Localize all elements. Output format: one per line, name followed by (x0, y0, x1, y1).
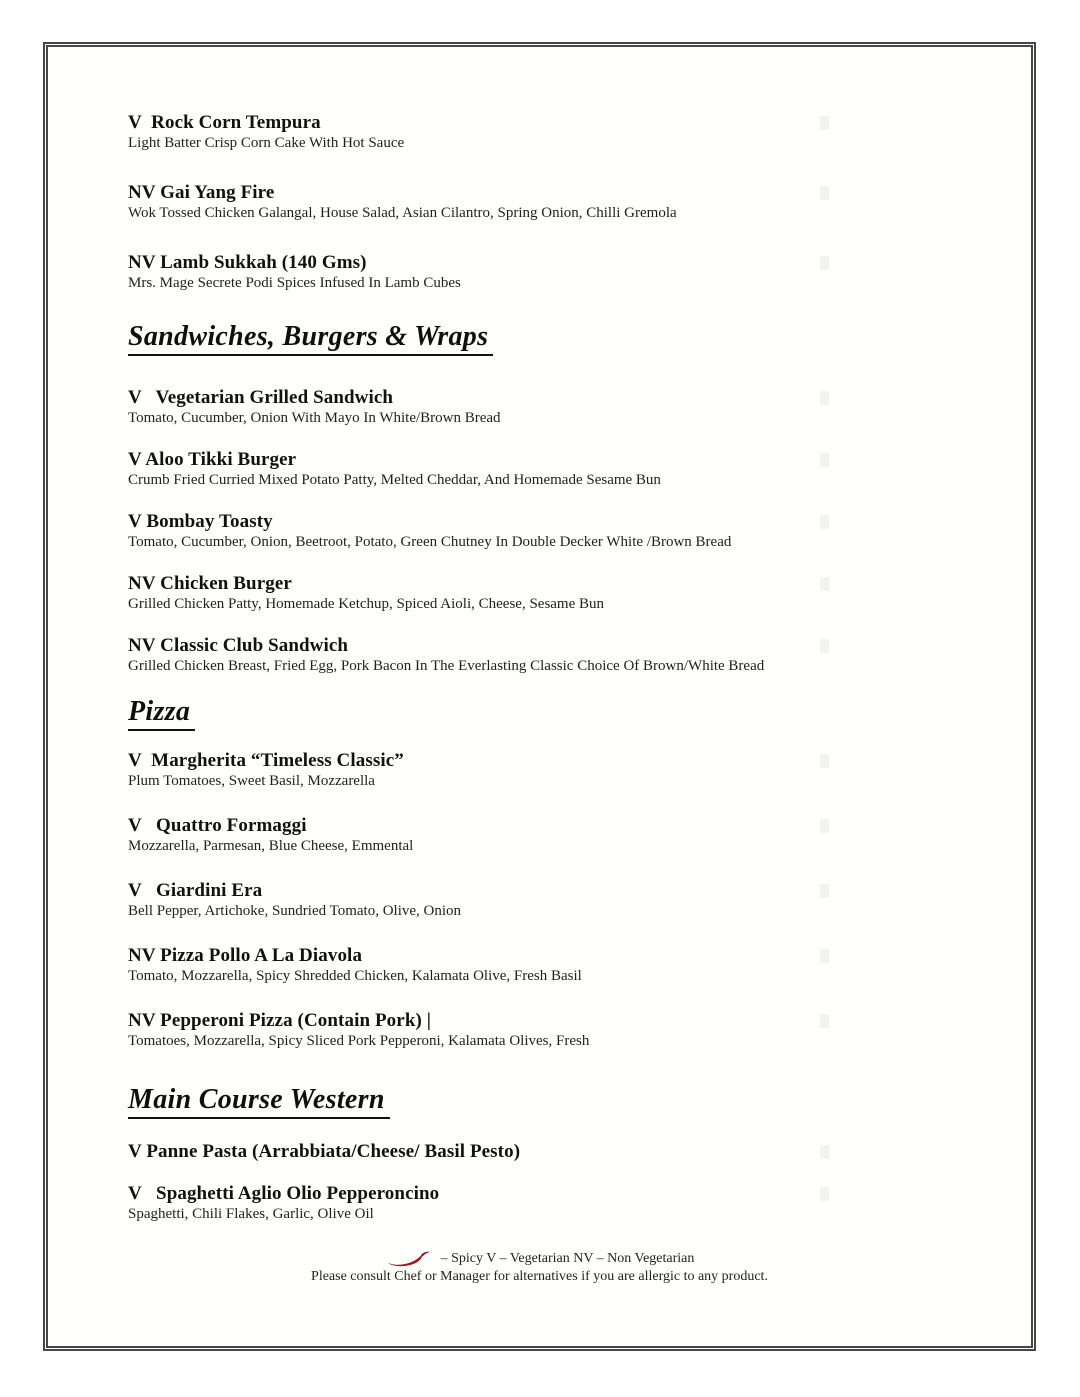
menu-item-name: NV Pizza Pollo A La Diavola (128, 945, 918, 967)
menu-item (128, 880, 918, 921)
section-heading-text: Main Course Western (128, 1085, 390, 1119)
menu-item-desc: Tomato, Mozzarella, Spicy Shredded Chicken, Kalamata Olive, Fresh Basil (128, 968, 582, 984)
menu-item (128, 112, 918, 153)
menu-item (128, 635, 918, 676)
menu-item (128, 182, 918, 223)
menu-item-name: NV Pepperoni Pizza (Contain Pork) | (128, 1010, 918, 1032)
section-heading-text: Pizza (128, 697, 195, 731)
erased-price-artifact (820, 186, 829, 200)
menu-item (128, 511, 918, 552)
menu-item-desc: Grilled Chicken Breast, Fried Egg, Pork Bacon In The Everlasting Classic Choice Of Brown/White Bread (128, 658, 765, 674)
erased-price-artifact (820, 639, 829, 653)
menu-item (128, 1010, 918, 1051)
menu-item-desc: Mozzarella, Parmesan, Blue Cheese, Emmental (128, 838, 414, 854)
menu-item-name: V Vegetarian Grilled Sandwich (128, 387, 918, 409)
menu-item (128, 750, 918, 791)
menu-item-desc: Bell Pepper, Artichoke, Sundried Tomato, Olive, Onion (128, 903, 462, 919)
menu-item-desc: Wok Tossed Chicken Galangal, House Salad, Asian Cilantro, Spring Onion, Chilli Gremola (128, 205, 677, 221)
erased-price-artifact (820, 116, 829, 130)
menu-item (128, 815, 918, 856)
erased-price-artifact (820, 256, 829, 270)
erased-price-artifact (820, 949, 829, 963)
section-heading-text: Sandwiches, Burgers & Wraps (128, 322, 493, 356)
menu-item (128, 449, 918, 490)
section-heading (128, 697, 918, 731)
section-heading (128, 322, 918, 356)
menu-item-desc: Spaghetti, Chili Flakes, Garlic, Olive Oil (128, 1206, 374, 1222)
menu-item-desc: Light Batter Crisp Corn Cake With Hot Sauce (128, 135, 405, 151)
erased-price-artifact (820, 1145, 829, 1159)
menu-item-name: V Giardini Era (128, 880, 918, 902)
menu-section (128, 112, 918, 293)
menu-section (128, 697, 918, 1051)
menu-item-desc: Tomatoes, Mozzarella, Spicy Sliced Pork Pepperoni, Kalamata Olives, Fresh (128, 1033, 590, 1049)
menu-item-name: NV Chicken Burger (128, 573, 918, 595)
menu-section (128, 1085, 918, 1224)
legend-line (43, 1249, 1036, 1268)
erased-price-artifact (820, 884, 829, 898)
erased-price-artifact (820, 515, 829, 529)
menu-sections (128, 112, 918, 1244)
menu-item-name: NV Lamb Sukkah (140 Gms) (128, 252, 918, 274)
menu-item-desc: Mrs. Mage Secrete Podi Spices Infused In Lamb Cubes (128, 275, 461, 291)
menu-item-desc: Tomato, Cucumber, Onion, Beetroot, Potato, Green Chutney In Double Decker White /Brown Bread (128, 534, 732, 550)
menu-item-name: NV Classic Club Sandwich (128, 635, 918, 657)
menu-item (128, 1183, 918, 1224)
erased-price-artifact (820, 819, 829, 833)
menu-item-name: V Rock Corn Tempura (128, 112, 918, 134)
menu-item-name: V Panne Pasta (Arrabbiata/Cheese/ Basil Pesto) (128, 1141, 918, 1163)
menu-item-name: V Bombay Toasty (128, 511, 918, 533)
menu-item (128, 252, 918, 293)
menu-item-name: V Quattro Formaggi (128, 815, 918, 837)
erased-price-artifact (820, 391, 829, 405)
menu-item-desc: Crumb Fried Curried Mixed Potato Patty, Melted Cheddar, And Homemade Sesame Bun (128, 472, 661, 488)
legend-text: – Spicy V – Vegetarian NV – Non Vegetarian (440, 1251, 695, 1266)
menu-item (128, 1141, 918, 1163)
section-heading (128, 1085, 918, 1119)
erased-price-artifact (820, 754, 829, 768)
erased-price-artifact (820, 453, 829, 467)
menu-item-name: V Margherita “Timeless Classic” (128, 750, 918, 772)
menu-item-name: V Aloo Tikki Burger (128, 449, 918, 471)
menu-footer (43, 1249, 1036, 1285)
menu-section (128, 322, 918, 676)
menu-item-desc: Tomato, Cucumber, Onion With Mayo In White/Brown Bread (128, 410, 501, 426)
menu-item-name: V Spaghetti Aglio Olio Pepperoncino (128, 1183, 918, 1205)
menu-item-desc: Plum Tomatoes, Sweet Basil, Mozzarella (128, 773, 375, 789)
menu-item (128, 573, 918, 614)
erased-price-artifact (820, 577, 829, 591)
erased-price-artifact (820, 1187, 829, 1201)
allergy-note: Please consult Chef or Manager for alternatives if you are allergic to any product. (311, 1269, 768, 1284)
chili-pepper-icon (385, 1249, 431, 1268)
menu-item (128, 387, 918, 428)
menu-item-desc: Grilled Chicken Patty, Homemade Ketchup, Spiced Aioli, Cheese, Sesame Bun (128, 596, 605, 612)
menu-item-name: NV Gai Yang Fire (128, 182, 918, 204)
erased-price-artifact (820, 1014, 829, 1028)
menu-item (128, 945, 918, 986)
